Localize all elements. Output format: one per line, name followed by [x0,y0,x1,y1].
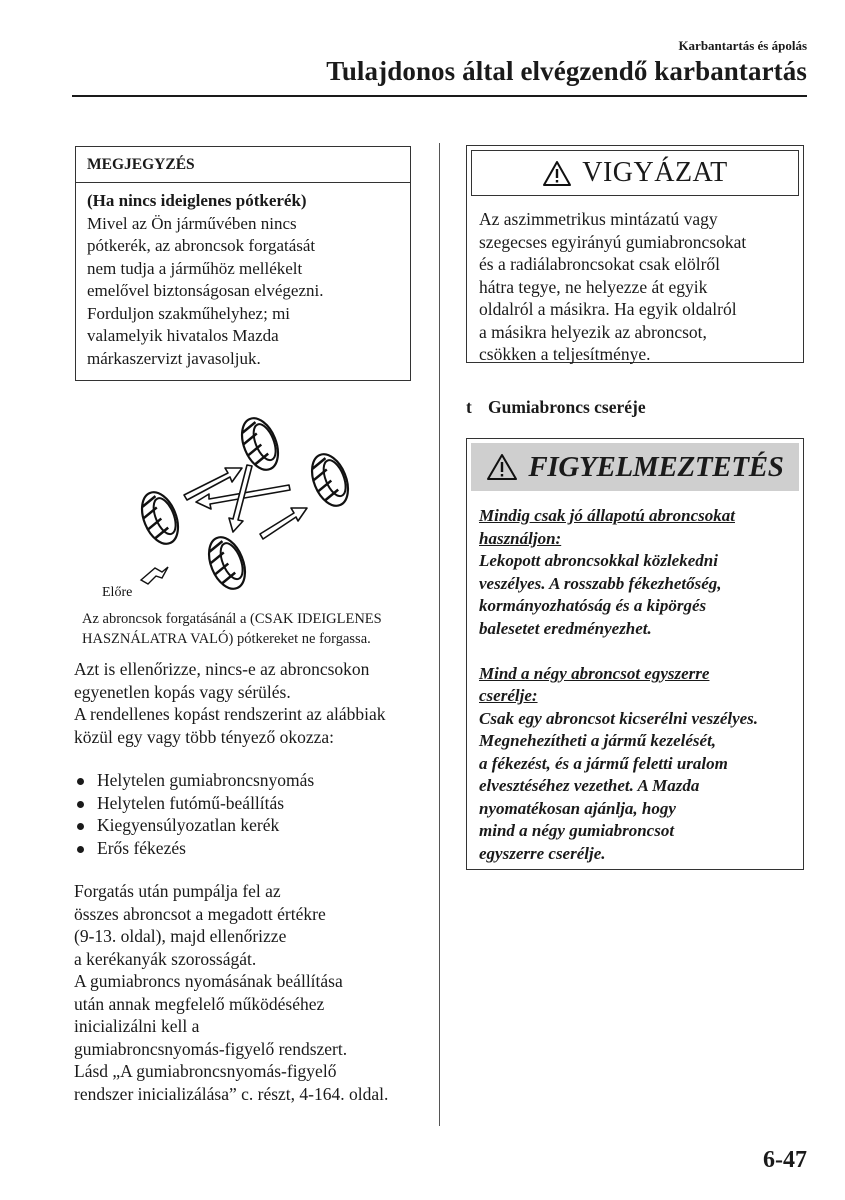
caution-line: szegecses egyirányú gumiabroncsokat [479,231,747,252]
body-line: közül egy vagy több tényező okozza: [74,726,334,747]
cause-list [74,769,424,859]
note-line: valamelyik hivatalos Mazda [87,326,279,345]
body-paragraph-2 [74,880,424,1105]
page-title: Tulajdonos által elvégzendő karbantartás [326,56,807,86]
warning-block-title: használjon: [479,528,562,548]
caption-line: HASZNÁLATRA VALÓ) pótkereket ne forgassa. [82,631,371,647]
warning-line: egyszerre cserélje. [479,843,606,863]
title-rule [72,95,807,97]
note-line: emelővel biztonságosan elvégezni. [87,281,324,300]
column-divider [439,143,440,1126]
caution-title: VIGYÁZAT [582,157,728,188]
body-line: Forgatás után pumpálja fel az [74,881,281,901]
note-box [75,146,411,381]
warning-block-title: Mind a négy abroncsot egyszerre [479,663,710,683]
list-item: Helytelen gumiabroncsnyomás [74,769,424,792]
caption-line: Az abroncsok forgatásánál a (CSAK IDEIGLENES [82,611,382,627]
caution-body [467,200,803,366]
body-line: A rendellenes kopást rendszerint az alábbiak [74,704,386,724]
note-subheading: (Ha nincs ideiglenes pótkerék) [87,191,307,210]
warning-line: elvesztéséhez vezethet. A Mazda [479,776,700,795]
warning-line: a fékezést, és a jármű feletti uralom [479,753,728,773]
body-line: Azt is ellenőrizze, nincs-e az abroncsokon [74,659,370,679]
warning-block-title: cserélje: [479,686,538,705]
warning-line: Csak egy abroncsot kicserélni veszélyes. [479,708,759,728]
warning-body [467,495,803,865]
body-line: egyenetlen kopás vagy sérülés. [74,681,291,702]
note-line: Mivel az Ön járművében nincs [87,213,297,233]
note-line: Forduljon szakműhelyhez; mi [87,303,291,323]
body-line: a kerékanyák szorosságát. [74,948,257,969]
warning-triangle-icon [486,453,518,481]
caution-line: és a radiálabroncsokat csak elölről [479,254,721,274]
body-line: összes abroncsot a megadott értékre [74,903,326,924]
caution-line: oldalról a másikra. Ha egyik oldalról [479,299,737,319]
warning-header [471,443,799,491]
caution-line: csökken a teljesítménye. [479,344,651,364]
body-line: (9-13. oldal), majd ellenőrizze [74,926,287,946]
section-label: Karbantartás és ápolás [678,38,807,53]
warning-block-title: Mindig csak jó állapotú abroncsokat [479,506,735,525]
tire-front-right [305,449,355,511]
tire-front-left [235,413,285,475]
body-line: után annak megfelelő működéséhez [74,993,325,1014]
warning-line: Lekopott abroncsokkal közlekedni [479,551,718,570]
subsection-heading [466,397,646,418]
body-line: inicializálni kell a [74,1016,200,1036]
caution-line: hátra tegye, ne helyezze át egyik [479,276,708,297]
warning-triangle-icon [542,160,572,187]
page-number: 6-47 [763,1147,807,1173]
note-line: nem tudja a járműhöz mellékelt [87,258,303,278]
caution-line: a másikra helyezik az abroncsot, [479,321,707,342]
warning-line: balesetet eredményezhet. [479,618,652,638]
tire-rear-left [135,487,185,549]
warning-line: nyomatékosan ajánlja, hogy [479,798,676,818]
body-line: Lásd „A gumiabroncsnyomás-figyelő [74,1061,337,1081]
warning-line: veszélyes. A rosszabb fékezhetőség, [479,573,722,593]
warning-box [466,438,804,870]
note-line: pótkerék, az abroncsok forgatását [87,236,316,255]
body-line: rendszer inicializálása” c. részt, 4-164. oldal. [74,1083,389,1104]
warning-line: mind a négy gumiabroncsot [479,821,675,840]
spacer [479,640,791,663]
caution-line: Az aszimmetrikus mintázatú vagy [479,209,718,229]
body-line: A gumiabroncs nyomásának beállítása [74,971,343,991]
list-item: Kiegyensúlyozatlan kerék [74,814,424,837]
note-heading: MEGJEGYZÉS [76,147,410,183]
tire-rear-right [202,532,252,594]
warning-line: Megnehezítheti a jármű kezelését, [479,731,717,750]
subsection-title: Gumiabroncs cseréje [488,397,646,417]
front-label: Előre [102,585,133,600]
body-paragraph-1 [74,658,424,748]
tire-rotation-illustration [100,408,380,604]
subsection-bullet: t [466,397,472,417]
warning-title: FIGYELMEZTETÉS [528,450,784,483]
tire-rotation-diagram [100,408,380,604]
caution-header [471,150,799,196]
note-line: márkaszervizt javasoljuk. [87,348,261,368]
list-item: Helytelen futómű-beállítás [74,792,424,815]
warning-line: kormányozhatóság és a kipörgés [479,596,707,615]
body-line: gumiabroncsnyomás-figyelő rendszert. [74,1038,348,1059]
list-item: Erős fékezés [74,837,424,860]
figure-caption [82,609,417,649]
caution-box [466,145,804,363]
note-body [76,183,410,380]
